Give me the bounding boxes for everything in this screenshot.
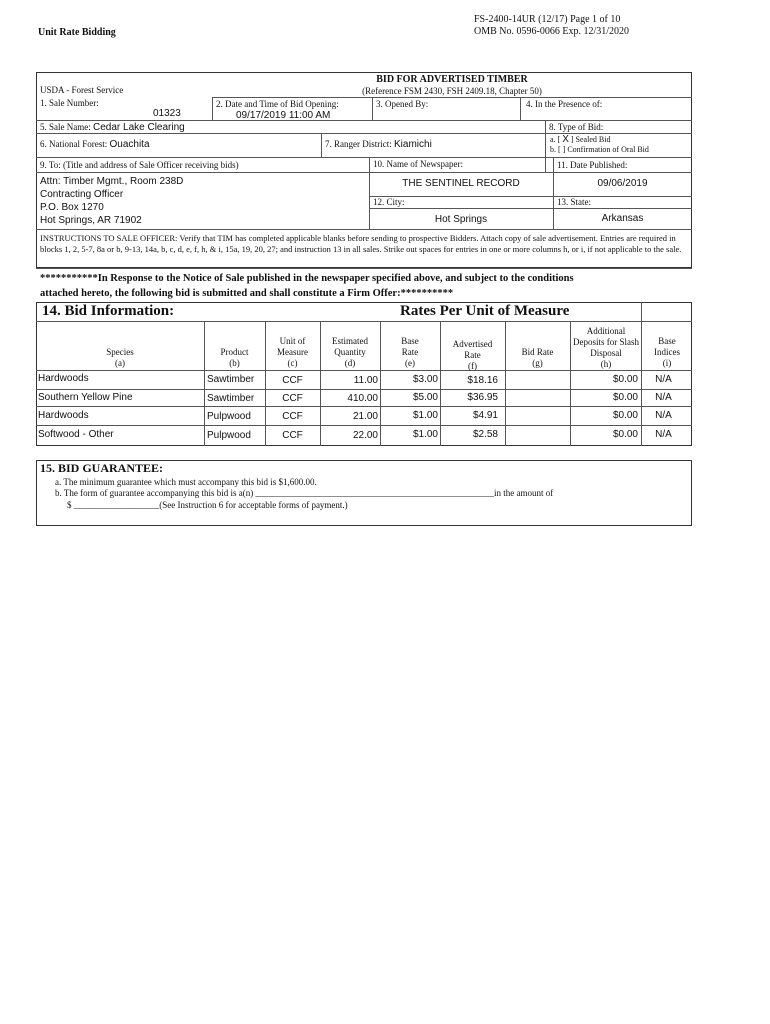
sale-name-field [40,122,185,133]
bid-type-options [550,135,649,155]
col-header-slash-deposits: Additional Deposits for Slash Disposal (h) [573,326,639,369]
agency-name: USDA - Forest Service [40,85,124,95]
cell-species: Hardwoods [38,410,89,421]
to-label: 9. To: (Title and address of Sale Officer receiving bids) [40,160,239,170]
bid-type-label: 8. Type of Bid: [549,122,604,132]
address-block [40,175,183,227]
guarantee-amount-line[interactable]: $ ___________________(See Instruction 6 for acceptable forms of payment.) [67,500,348,510]
oral-bid-option[interactable]: b. [ ] Confirmation of Oral Bid [550,145,649,154]
cell-base-indices: N/A [655,410,672,421]
bid-info-heading: 14. Bid Information: [42,303,175,319]
col-header-product: Product (b) [220,347,249,368]
cell-advertised-rate: $2.58 [472,429,498,440]
col-header-bid-rate: Bid Rate (g) [521,347,554,368]
sealed-bid-option[interactable] [550,135,649,145]
cell-slash-deposit: $0.00 [612,392,638,403]
cell-species: Southern Yellow Pine [38,392,133,403]
sale-name-label: 5. Sale Name: [40,122,91,132]
col-header-unit: Unit of Measure (c) [277,336,308,368]
guarantee-minimum: a. The minimum guarantee which must accompany this bid is $1,600.00. [55,477,317,487]
cell-bid-rate-input[interactable] [507,374,568,388]
cell-species: Hardwoods [38,373,89,384]
form-name: Unit Rate Bidding [38,27,116,38]
ranger-field [325,139,432,150]
state-value: Arkansas [601,213,644,224]
address-line: Hot Springs, AR 71902 [40,215,142,226]
form-number: FS-2400-14UR (12/17) Page 1 of 10 [474,14,621,25]
cell-product: Sawtimber [207,374,255,385]
cell-quantity: 410.00 [347,393,378,404]
sale-name-value: Cedar Lake Clearing [93,122,185,133]
address-line: Attn: Timber Mgmt., Room 238D [40,176,184,187]
firm-offer-statement [40,271,690,301]
firm-offer-line: ***********In Response to the Notice of Sale published in the newspaper specified above, and subject to the conditions [40,273,574,284]
col-header-base-indices: Base Indices (i) [654,336,680,368]
firm-offer-line: attached hereto, the following bid is submitted and shall constitute a Firm Offer:********** [40,288,454,299]
ranger-label: 7. Ranger District: [325,139,392,149]
cell-slash-deposit: $0.00 [612,429,638,440]
col-header-quantity: Estimated Quantity (d) [332,336,368,368]
date-published-label: 11. Date Published: [557,160,628,170]
ranger-value: Kiamichi [394,139,432,150]
city-value: Hot Springs [434,214,488,225]
omb-number: OMB No. 0596-0066 Exp. 12/31/2020 [474,26,629,37]
cell-base-indices: N/A [655,429,672,440]
sale-officer-instructions: INSTRUCTIONS TO SALE OFFICER: Verify that TIM has completed applicable blanks before sending to prospective Bidders. Attach copy of sale advertisement. Entries are required in blocks 1, 2, 5-7, 8a or b, 9-13, 14a, b, c, d, e, f, h, & i, 15a, 19, 20, 27; and instruction 13 in all sales. Strike out spaces for entries in one or more columns h, or i, if not applicable to the sale. [40,233,682,254]
cell-unit: CCF [282,375,303,386]
cell-advertised-rate: $36.95 [467,392,498,403]
col-header-species: Species (a) [106,347,134,368]
sale-number-label: 1. Sale Number: [40,98,99,108]
cell-unit: CCF [282,393,303,404]
cell-product: Pulpwood [207,430,251,441]
guarantee-heading: 15. BID GUARANTEE: [40,461,164,475]
opening-value: 09/17/2019 11:00 AM [236,110,331,121]
newspaper-label: 10. Name of Newspaper: [373,159,463,169]
rates-heading: Rates Per Unit of Measure [400,303,570,319]
cell-product: Pulpwood [207,411,251,422]
address-line: P.O. Box 1270 [40,202,104,213]
form-title: BID FOR ADVERTISED TIMBER [376,74,528,85]
sealed-bid-label: ] Sealed Bid [570,135,611,144]
forest-label: 6. National Forest: [40,139,108,149]
cell-bid-rate-input[interactable] [507,391,568,405]
cell-unit: CCF [282,430,303,441]
opening-label: 2. Date and Time of Bid Opening: [216,99,339,109]
forest-value: Ouachita [109,139,150,150]
city-label: 12. City: [373,197,405,207]
cell-base-rate: $1.00 [412,429,438,440]
cell-base-indices: N/A [655,374,672,385]
cell-advertised-rate: $18.16 [467,375,498,386]
forest-field [40,139,150,150]
opened-by-label: 3. Opened By: [376,99,429,109]
cell-quantity: 11.00 [353,375,378,386]
date-published-value: 09/06/2019 [597,178,648,189]
cell-base-indices: N/A [655,392,672,403]
cell-quantity: 21.00 [352,411,378,422]
cell-bid-rate-input[interactable] [507,428,568,442]
sealed-bid-open: a. [ [550,135,561,144]
cell-base-rate: $3.00 [412,374,438,385]
cell-bid-rate-input[interactable] [507,409,568,423]
cell-product: Sawtimber [207,393,255,404]
col-header-base-rate: Base Rate (e) [401,336,419,368]
sale-number-value: 01323 [153,108,181,119]
cell-base-rate: $1.00 [412,410,438,421]
guarantee-form-line[interactable]: b. The form of guarantee accompanying this bid is a(n) _____________________________________________________in the amount of [55,488,554,498]
state-label: 13. State: [557,197,591,207]
form-reference: (Reference FSM 2430, FSH 2409.18, Chapter 50) [362,86,542,96]
cell-species: Softwood - Other [38,429,114,440]
cell-slash-deposit: $0.00 [612,410,638,421]
presence-label: 4. In the Presence of: [526,99,603,109]
cell-unit: CCF [282,411,303,422]
form-id-block [474,14,629,38]
cell-quantity: 22.00 [352,430,378,441]
sealed-bid-check: X [562,134,569,145]
newspaper-value: THE SENTINEL RECORD [402,178,520,189]
cell-slash-deposit: $0.00 [612,374,638,385]
cell-base-rate: $5.00 [412,392,438,403]
cell-advertised-rate: $4.91 [472,410,498,421]
address-line: Contracting Officer [40,189,124,200]
col-header-advertised-rate: Advertised Rate (f) [452,339,493,371]
